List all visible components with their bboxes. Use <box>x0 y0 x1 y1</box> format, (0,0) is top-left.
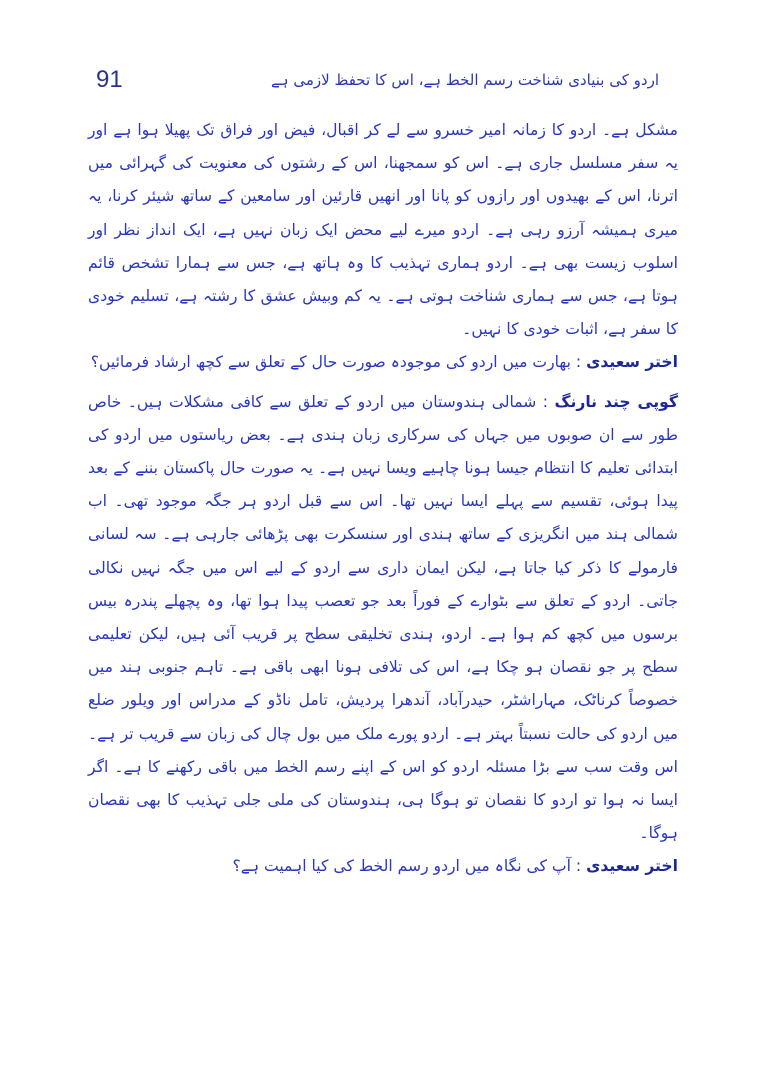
question-1 <box>88 346 678 379</box>
answer-1-text: : شمالی ہندوستان میں اردو کے تعلق سے کافی مشکلات ہیں۔ خاص طور سے ان صوبوں میں جہاں کی سرکاری زبان ہندی ہے۔ بعض ریاستوں میں اردو کی ابتدائی تعلیم کا انتظام جیسا ہونا چاہیے ویسا نہیں ہے۔ یہ صورت حال پاکستان بننے کے بعد پیدا ہوئی، تقسیم سے پہلے ایسا نہیں تھا۔ اس سے قبل اردو ہر جگہ موجود تھی۔ اب شمالی ہند میں انگریزی کے ساتھ ہندی اور سنسکرت بھی پڑھائی جارہی ہے۔ سہ لسانی فارمولے کا ذکر کیا جاتا ہے، لیکن ایمان داری سے اردو کے لیے اس میں جگہ نہیں نکالی جاتی۔ اردو کے تعلق سے بٹوارے کے فوراً بعد جو تعصب پیدا ہوا تھا، وہ پچھلے پندرہ بیس برسوں میں کچھ کم ہوا ہے۔ اردو، ہندی تخلیقی سطح پر قریب آئی ہیں، لیکن تعلیمی سطح پر جو نقصان ہو چکا ہے، اس کی تلافی ہونا ابھی باقی ہے۔ تاہم جنوبی ہند میں خصوصاً کرناٹک، مہاراشٹر، حیدرآباد، آندھرا پردیش، تامل ناڈو کے مدراس اور ویلور ضلع میں اردو کی حالت نسبتاً بہتر ہے۔ اردو پورے ملک میں بول چال کی زبان سے قریب تر ہے۔ اس وقت سب سے بڑا مسئلہ اردو کو اس کے اپنے رسم الخط میں باقی رکھنے کا ہے۔ اگر ایسا نہ ہوا تو اردو کا نقصان تو ہوگا ہی، ہندوستان کی ملی جلی تہذیب کا بھی نقصان ہوگا۔ <box>88 392 678 843</box>
running-title: اردو کی بنیادی شناخت رسم الخط ہے، اس کا تحفظ لازمی ہے <box>271 71 659 89</box>
answer-1 <box>88 386 678 851</box>
question-1-text: : بھارت میں اردو کی موجودہ صورت حال کے تعلق سے کچھ ارشاد فرمائیں؟ <box>90 353 582 372</box>
speaker-name-interviewee: گوپی چند نارنگ <box>554 392 678 411</box>
question-2 <box>88 850 678 883</box>
page-body <box>88 114 678 884</box>
paragraph-intro: مشکل ہے۔ اردو کا زمانہ امیر خسرو سے لے کر اقبال، فیض اور فراق تک پھیلا ہوا ہے اور یہ سفر مسلسل جاری ہے۔ اس کو سمجھنا، اس کے رشتوں کی معنویت کی گہرائی میں اترنا، اس کے بھیدوں اور رازوں کو پانا اور انھیں قارئین اور سامعین کے ساتھ شیئر کرنا، یہ میری ہمیشہ آرزو رہی ہے۔ اردو میرے لیے محض ایک زبان نہیں ہے، ایک انداز نظر اور اسلوب زیست بھی ہے۔ اردو ہماری تہذیب کا وہ ہاتھ ہے، جس سے ہمارا تشخص قائم ہوتا ہے، جس سے ہماری شناخت ہوتی ہے۔ یہ کم وبیش عشق کا رشتہ ہے، تسلیم خودی کا سفر ہے، اثبات خودی کا نہیں۔ <box>88 121 678 339</box>
speaker-name-interviewer: اختر سعیدی <box>586 353 678 372</box>
question-2-text: : آپ کی نگاہ میں اردو رسم الخط کی کیا اہمیت ہے؟ <box>232 857 582 876</box>
page-header <box>96 62 659 98</box>
speaker-name-interviewer-2: اختر سعیدی <box>586 857 678 876</box>
page-number: 91 <box>96 66 123 93</box>
